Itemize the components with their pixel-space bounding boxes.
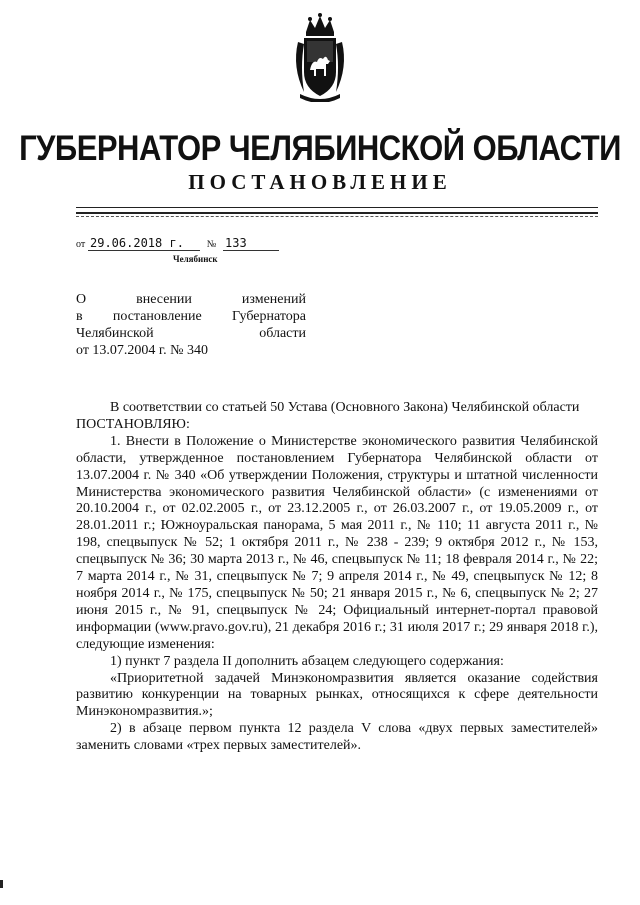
subject-line: О внесении изменений bbox=[76, 292, 306, 307]
document-meta bbox=[76, 236, 279, 251]
document-subject bbox=[76, 291, 306, 359]
date-label: от bbox=[76, 239, 86, 250]
organization-title: ГУБЕРНАТОР ЧЕЛЯБИНСКОЙ ОБЛАСТИ bbox=[19, 128, 621, 169]
header-rule-middle bbox=[76, 212, 598, 214]
decree-word: ПОСТАНОВЛЯЮ: bbox=[76, 416, 190, 432]
coat-of-arms-emblem bbox=[290, 12, 350, 102]
document-number: 133 bbox=[223, 236, 279, 251]
number-label: № bbox=[206, 239, 217, 250]
amendment-item-2: 2) в абзаце первом пункта 12 раздела V слова «двух первых заместителей» заменить словами «трех первых заместителей». bbox=[76, 721, 598, 754]
document-date: 29.06.2018 г. bbox=[88, 236, 200, 251]
issuing-city: Челябинск bbox=[173, 254, 218, 264]
amendment-item-1: 1) пункт 7 раздела II дополнить абзацем следующего содержания: bbox=[110, 653, 504, 669]
header-rule-top bbox=[76, 207, 598, 208]
document-type-title: ПОСТАНОВЛЕНИЕ bbox=[188, 170, 452, 194]
preamble-paragraph: В соответствии со статьей 50 Устава (Основного Закона) Челябинской области bbox=[110, 400, 580, 415]
scan-edge-mark bbox=[0, 880, 3, 888]
subject-line: от 13.07.2004 г. № 340 bbox=[76, 343, 208, 358]
amendment-quote-1: «Приоритетной задачей Минэкономразвития является оказание содействия развитию конкуренции на товарных рынках, относящихся к сфере деятельности Минэкономразвития.»; bbox=[76, 670, 598, 720]
header-rule-bottom bbox=[76, 216, 598, 217]
subject-line: в постановление Губернатора bbox=[76, 309, 306, 324]
paragraph-1: 1. Внести в Положение о Министерстве экономического развития Челябинской области, утвержденное постановлением Губернатора Челябинской области от 13.07.2004 г. № 340 «Об утверждении Положения, структуры и штатной численности Министерства экономического развития Челябинской области» (с изменениями от 20.10.2004 г., от 02.02.2005 г., от 23.12.2005 г., от 26.03.2007 г., от 19.05.2009 г., от 28.01.2011 г.; Южноуральская панорама, 5 мая 2011 г., № 110; 11 августа 2011 г., № 198, спецвыпуск № 52; 1 октября 2011 г., № 238 - 239; 9 октября 2012 г., № 153, спецвыпуск № 36; 30 марта 2013 г., № 46, спецвыпуск № 11; 18 февраля 2014 г., № 22; 7 марта 2014 г., № 31, спецвыпуск № 7; 9 апреля 2014 г., № 49, спецвыпуск № 12; 8 ноября 2014 г., № 175, спецвыпуск № 50; 21 января 2015 г., № 6, спецвыпуск № 2; 27 июня 2015 г., № 91, спецвыпуск № 24; Официальный интернет-портал правовой информации (www.pravo.gov.ru), 21 декабря 2016 г.; 31 июля 2017 г.; 29 января 2018 г.), следующие изменения: bbox=[76, 433, 598, 652]
document-body bbox=[76, 400, 598, 755]
subject-line: Челябинской области bbox=[76, 326, 306, 341]
